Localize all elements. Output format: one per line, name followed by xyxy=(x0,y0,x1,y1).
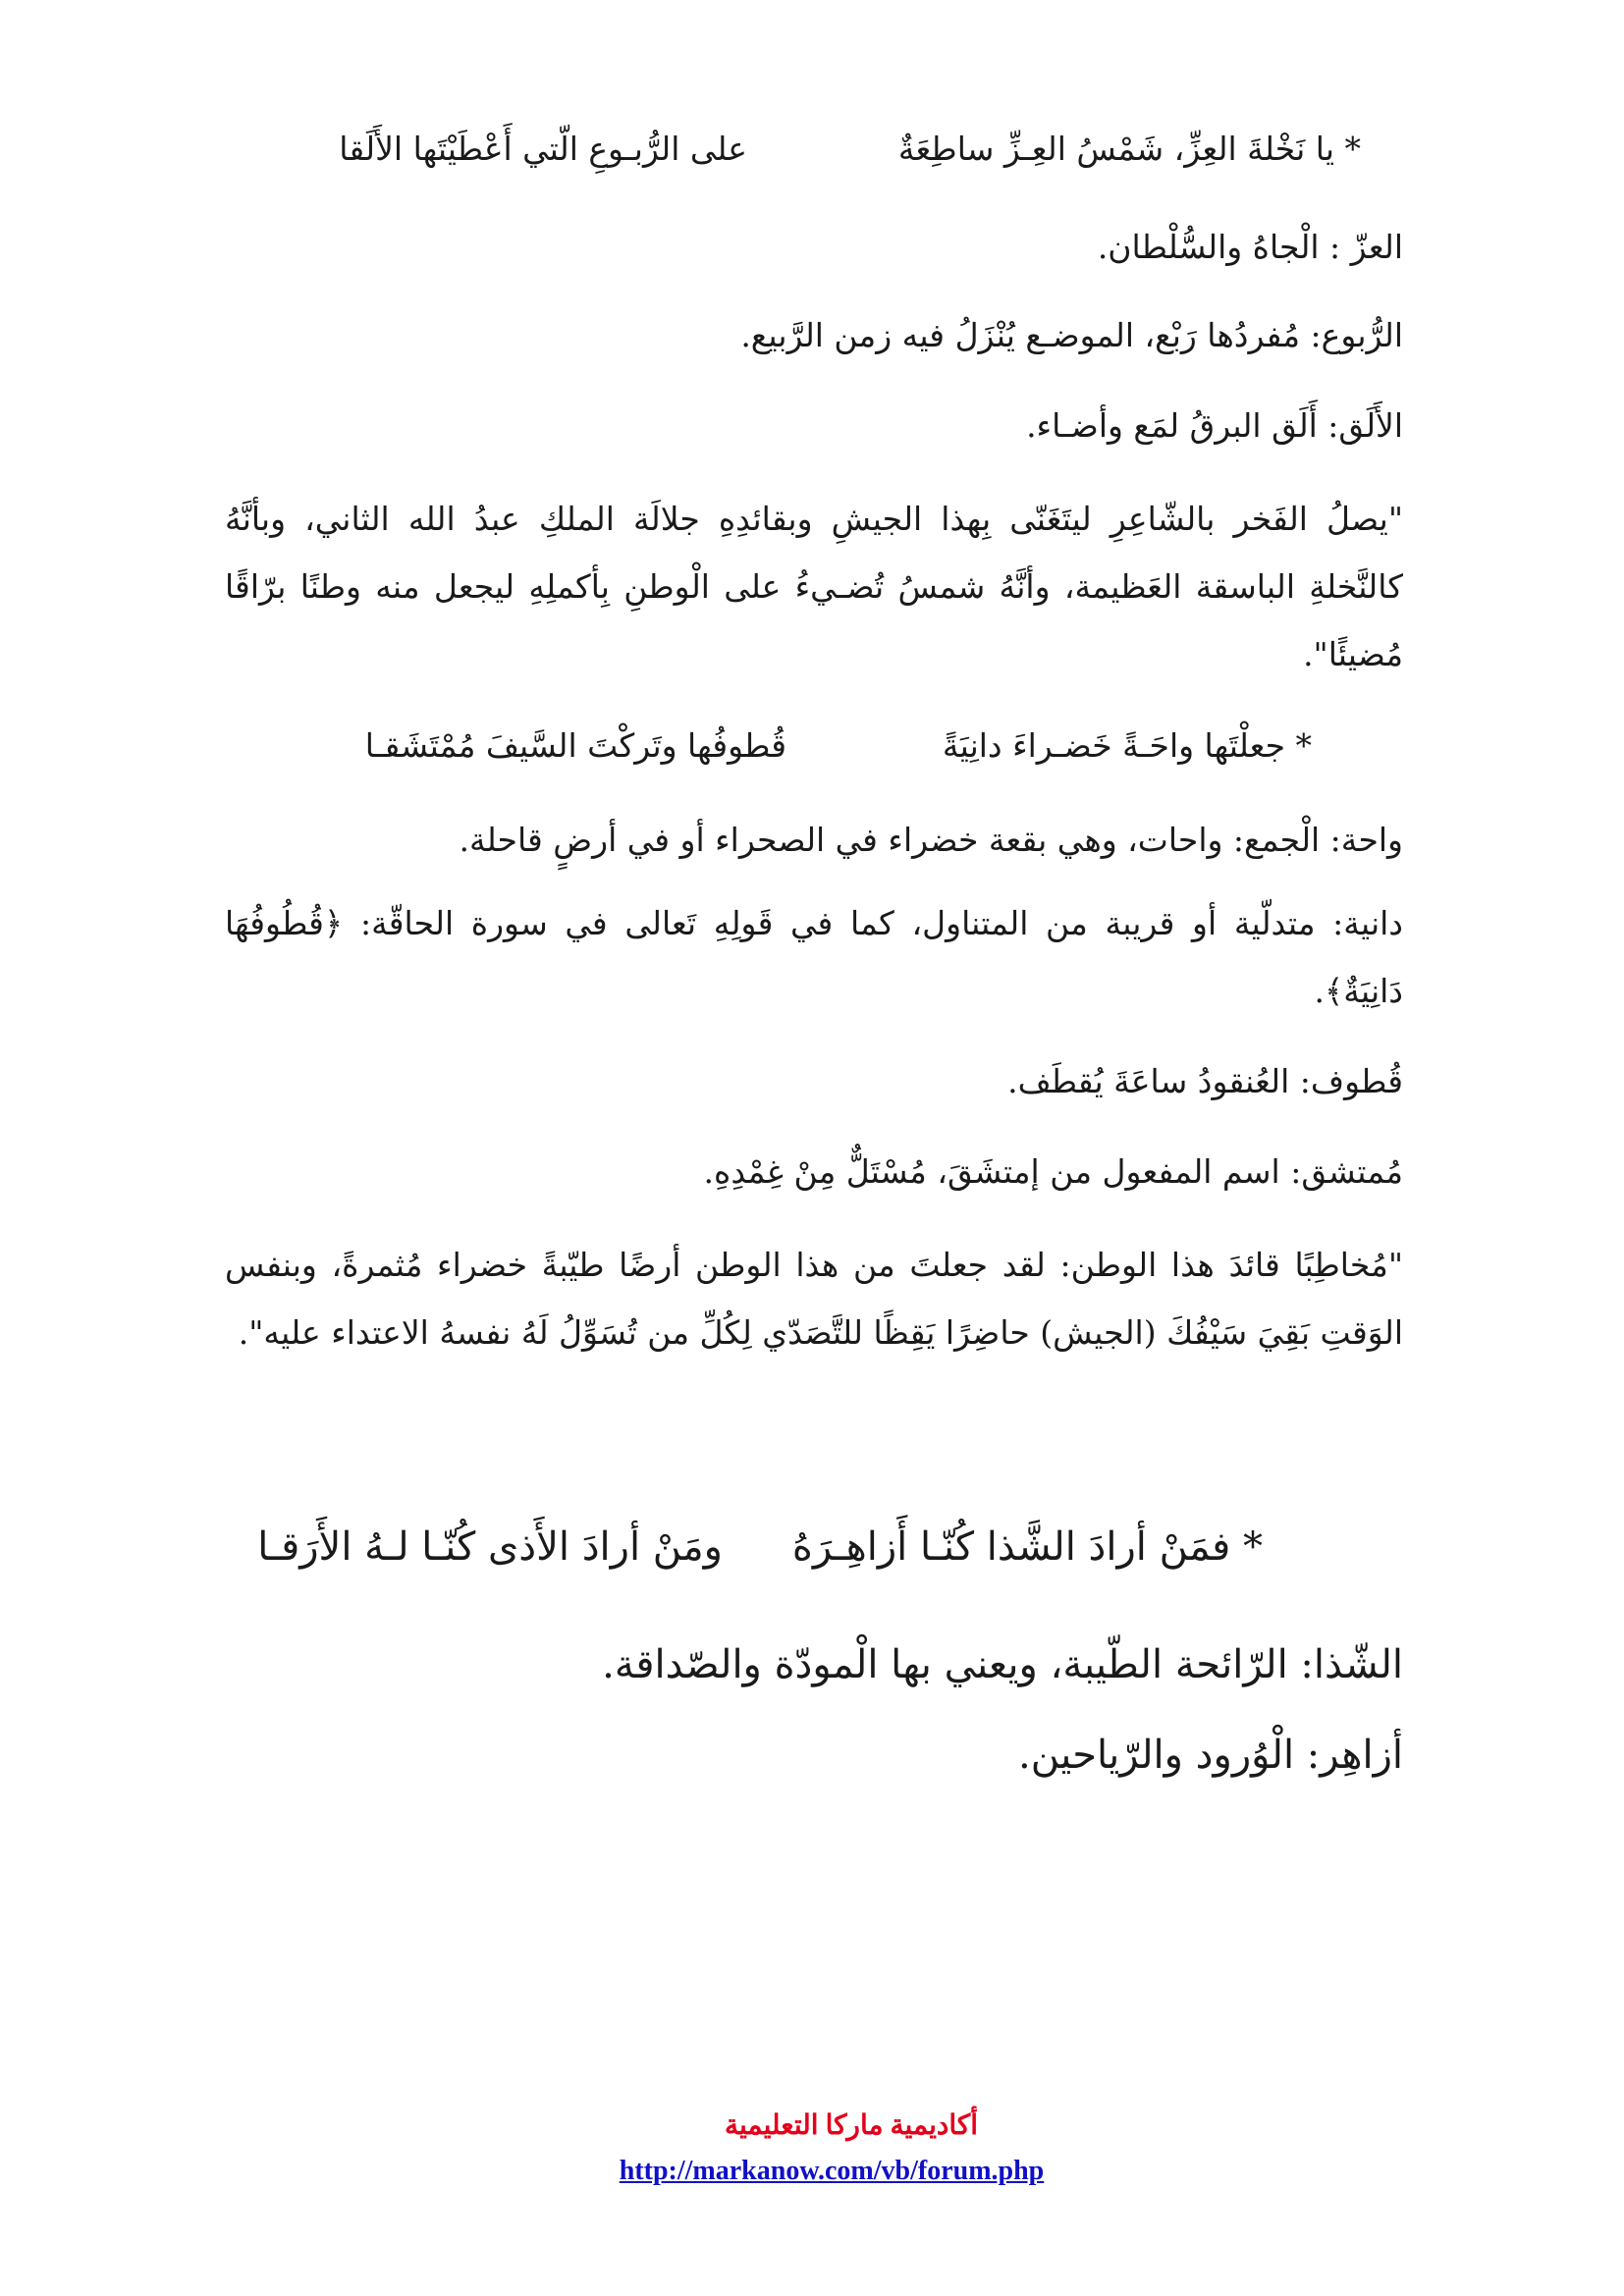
verse-1-second-hemistich: على الرُّبـوعِ الّتي أَعْطَيْتَها الأَلَقا xyxy=(339,130,747,168)
verse-3-second-hemistich: ومَنْ أرادَ الأَذى كُنّـا لـهُ الأَرَقـا xyxy=(257,1524,723,1570)
footer-academy-name: أكاديمية ماركا التعليمية xyxy=(724,2110,979,2141)
commentary-1: "يصلُ الفَخر بالشّاعِرِ ليتَغَنّى بِهذا الجيشِ وبقائدِهِ جلالَة الملكِ عبدُ الله الثاني، وبأنَّهُ كالنَّخلةِ الباسقة العَظيمة، وأنَّهُ شمسُ تُضـيءُ على الْوطنِ بِأكملِهِ ليجعل منه وطنًا برّاقًا مُضيئًا". xyxy=(225,500,1403,673)
footer-forum-link[interactable]: http://markanow.com/vb/forum.php xyxy=(619,2156,1045,2186)
verse-2 xyxy=(0,722,1624,770)
verse-3-first-hemistich: * فمَنْ أرادَ الشَّذا كُنّـا أَزاهِـرَهُ xyxy=(791,1524,1263,1570)
verse-2-second-hemistich: قُطوفُها وتَركْتَ السَّيفَ مُمْتَشَقـا xyxy=(364,726,786,765)
gloss-mumtashaq: مُمتشق: اسم المفعول من إمتشَقَ، مُسْتَلٌّ مِنْ غِمْدِهِ. xyxy=(703,1152,1403,1191)
gloss-azahir: أزاهِر: الْوُرود والرّياحين. xyxy=(1018,1733,1403,1778)
gloss-rubu: الرُّبوع: مُفردُها رَبْع، الموضـع يُنْزَلُ فيه زمن الرَّبيع. xyxy=(740,316,1403,354)
verse-1 xyxy=(0,126,1624,173)
verse-1-first-hemistich: * يا نَخْلةَ العِزِّ، شَمْسُ العِـزِّ ساطِعَةٌ xyxy=(897,130,1361,168)
gloss-qutuf: قُطوف: العُنقودُ ساعَةَ يُقطَف. xyxy=(1007,1062,1403,1100)
verse-2-first-hemistich: * جعلْتَها واحَـةً خَضـراءَ دانِيَةً xyxy=(942,726,1312,765)
gloss-izz: العزّ : الْجاهُ والسُّلْطان. xyxy=(1097,228,1403,266)
commentary-2: "مُخاطِبًا قائدَ هذا الوطن: لقد جعلتَ من هذا الوطن أرضًا طيّبةً خضراء مُثمرةً، وبنفس الوَقتِ بَقِيَ سَيْفُكَ (الجيش) حاضِرًا يَقِظًا للتَّصَدّي لِكُلِّ من تُسَوِّلُ لَهُ نفسهُ الاعتداء عليه". xyxy=(225,1246,1403,1352)
verse-3 xyxy=(0,1520,1624,1575)
gloss-waha: واحة: الْجمع: واحات، وهي بقعة خضراء في الصحراء أو في أرضٍ قاحلة. xyxy=(459,821,1403,859)
gloss-alaq: الأَلَق: أَلَق البرقُ لمَع وأضـاء. xyxy=(1026,406,1403,445)
gloss-shadha: الشّذا: الرّائحة الطّيبة، ويعني بها الْمودّة والصّداقة. xyxy=(602,1642,1403,1687)
gloss-daniya: دانية: متدلّية أو قريبة من المتناول، كما في قَولِهِ تَعالى في سورة الحاقّة: ﴿قُطُوفُهَا دَانِيَةٌ﴾. xyxy=(225,904,1403,1010)
